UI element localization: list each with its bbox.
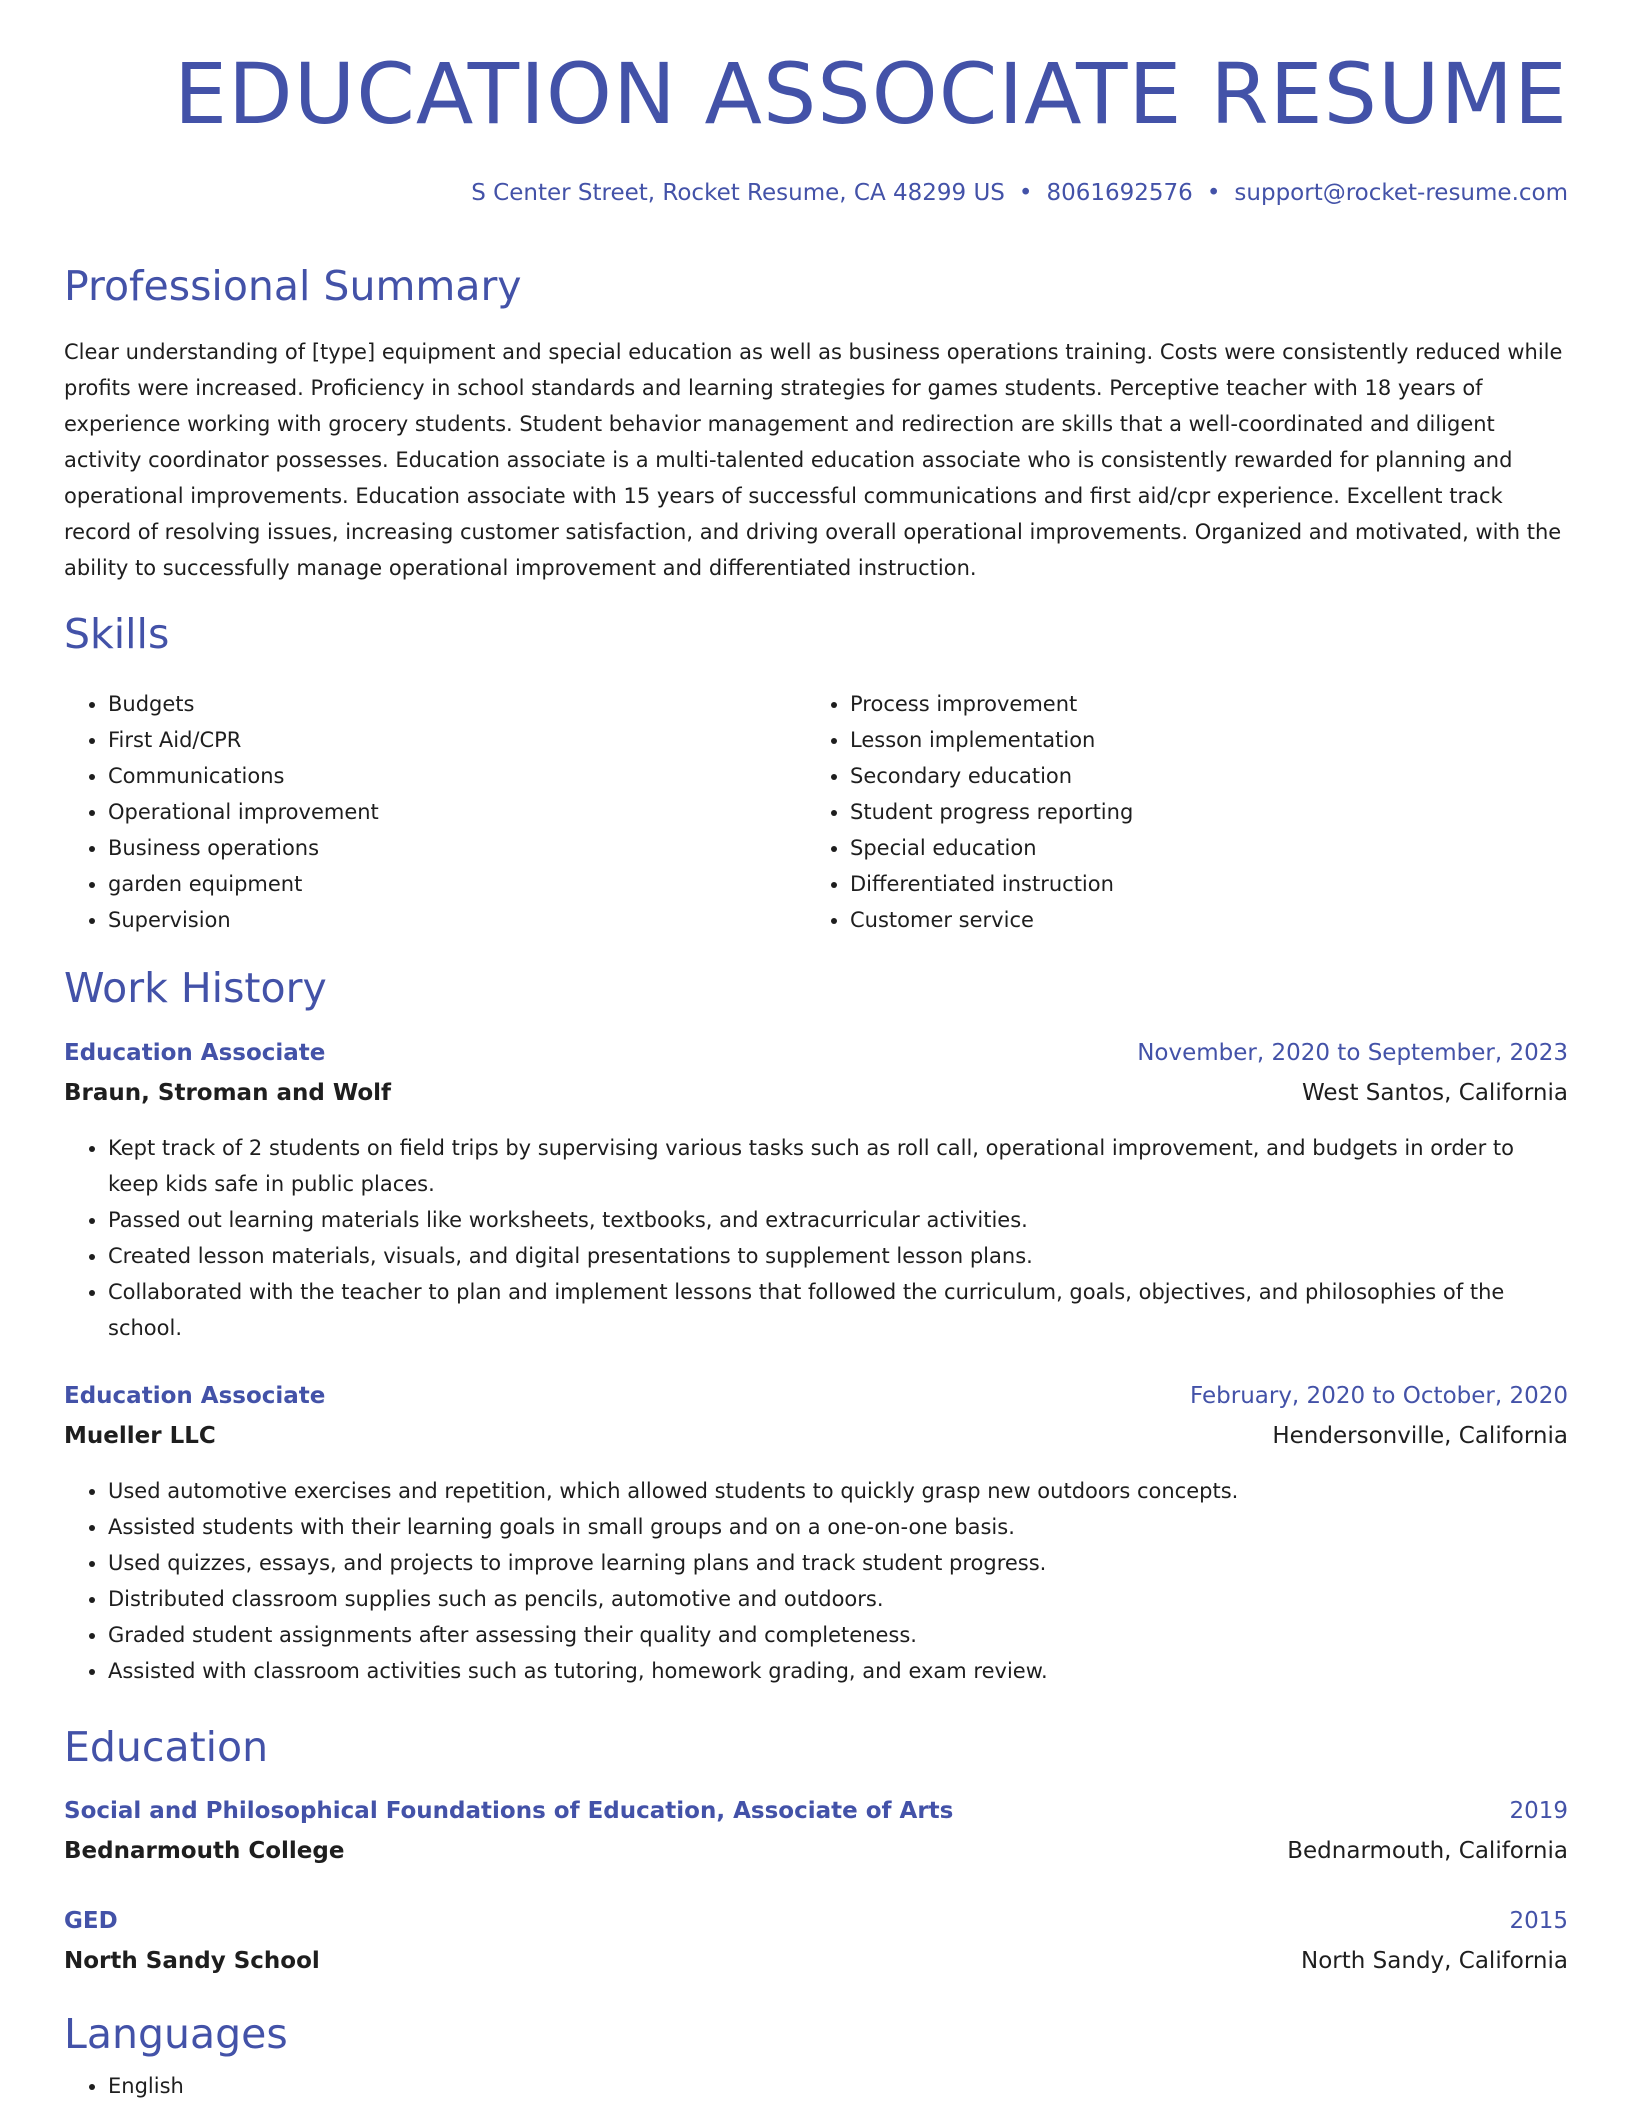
job-location: West Santos, California bbox=[1301, 1080, 1568, 1106]
languages-heading: Languages bbox=[64, 2010, 288, 2058]
skill-item: • First Aid/CPR bbox=[108, 722, 764, 758]
job-entry bbox=[64, 1040, 1568, 1346]
skill-item: • Differentiated instruction bbox=[850, 866, 1506, 902]
skill-item: • Student progress reporting bbox=[850, 794, 1506, 830]
contact-line bbox=[471, 180, 1568, 206]
education-school: Bednarmouth College bbox=[64, 1838, 345, 1864]
skill-item: • Special education bbox=[850, 830, 1506, 866]
job-bullet: • Assisted students with their learning goals in small groups and on a one-on-one basis. bbox=[108, 1509, 1528, 1545]
skill-item: • Operational improvement bbox=[108, 794, 764, 830]
education-entry bbox=[64, 1908, 1568, 1986]
job-location: Hendersonville, California bbox=[1272, 1423, 1568, 1449]
education-entry bbox=[64, 1798, 1568, 1876]
contact-separator: • bbox=[1206, 180, 1221, 206]
skill-item: • Business operations bbox=[108, 830, 764, 866]
education-school: North Sandy School bbox=[64, 1948, 320, 1974]
skill-item: • Communications bbox=[108, 758, 764, 794]
job-bullets bbox=[64, 1130, 1568, 1346]
job-company: Braun, Stroman and Wolf bbox=[64, 1080, 392, 1106]
skill-item: • garden equipment bbox=[108, 866, 764, 902]
job-bullet: • Created lesson materials, visuals, and digital presentations to supplement lesson plans. bbox=[108, 1238, 1528, 1274]
skills-heading: Skills bbox=[64, 610, 170, 658]
skill-item: • Secondary education bbox=[850, 758, 1506, 794]
education-heading: Education bbox=[64, 1723, 269, 1771]
education-year: 2015 bbox=[1509, 1908, 1568, 1934]
skill-item: • Lesson implementation bbox=[850, 722, 1506, 758]
job-bullets bbox=[64, 1473, 1568, 1689]
job-bullet: • Used automotive exercises and repetition, which allowed students to quickly grasp new outdoors concepts. bbox=[108, 1473, 1528, 1509]
languages-list bbox=[64, 2068, 764, 2104]
skills-column-left bbox=[64, 686, 764, 938]
education-location: North Sandy, California bbox=[1301, 1948, 1568, 1974]
job-title: Education Associate bbox=[64, 1383, 326, 1409]
skill-item: • Process improvement bbox=[850, 686, 1506, 722]
contact-email: support@rocket-resume.com bbox=[1234, 180, 1568, 206]
summary-heading: Professional Summary bbox=[64, 262, 522, 310]
job-dates: February, 2020 to October, 2020 bbox=[1190, 1383, 1568, 1409]
contact-phone: 8061692576 bbox=[1046, 180, 1193, 206]
job-dates: November, 2020 to September, 2023 bbox=[1137, 1040, 1568, 1066]
education-degree: Social and Philosophical Foundations of Education, Associate of Arts bbox=[64, 1798, 954, 1824]
job-bullet: • Used quizzes, essays, and projects to improve learning plans and track student progress. bbox=[108, 1545, 1528, 1581]
skills-column-right bbox=[806, 686, 1506, 938]
resume-title: EDUCATION ASSOCIATE RESUME bbox=[173, 45, 1568, 143]
job-title: Education Associate bbox=[64, 1040, 326, 1066]
job-bullet: • Kept track of 2 students on field trips by supervising various tasks such as roll call, operational improvement, and budgets in order to keep kids safe in public places. bbox=[108, 1130, 1528, 1202]
contact-separator: • bbox=[1018, 180, 1033, 206]
work-history-heading: Work History bbox=[64, 964, 327, 1012]
job-bullet: • Assisted with classroom activities such as tutoring, homework grading, and exam review. bbox=[108, 1653, 1528, 1689]
job-company: Mueller LLC bbox=[64, 1423, 216, 1449]
language-item: • English bbox=[108, 2068, 764, 2104]
job-bullet: • Collaborated with the teacher to plan and implement lessons that followed the curriculum, goals, objectives, and philosophies of the school. bbox=[108, 1274, 1528, 1346]
education-year: 2019 bbox=[1509, 1798, 1568, 1824]
skill-item: • Supervision bbox=[108, 902, 764, 938]
skill-item: • Customer service bbox=[850, 902, 1506, 938]
job-bullet: • Graded student assignments after assessing their quality and completeness. bbox=[108, 1617, 1528, 1653]
skill-item: • Budgets bbox=[108, 686, 764, 722]
job-bullet: • Distributed classroom supplies such as pencils, automotive and outdoors. bbox=[108, 1581, 1528, 1617]
summary-text: Clear understanding of [type] equipment and special education as well as business operations training. Costs were consistently reduced while profits were increased. Proficiency in school standards and learning strategies for games students. Perceptive teacher with 18 years of experience working with grocery students. Student behavior management and redirection are skills that a well-coordinated and diligent activity coordinator possesses. Education associate is a multi-talented education associate who is consistently rewarded for planning and operational improvements. Education associate with 15 years of successful communications and first aid/cpr experience. Excellent track record of resolving issues, increasing customer satisfaction, and driving overall operational improvements. Organized and motivated, with the ability to successfully manage operational improvement and differentiated instruction. bbox=[64, 340, 1563, 580]
education-location: Bednarmouth, California bbox=[1287, 1838, 1568, 1864]
education-degree: GED bbox=[64, 1908, 118, 1934]
skills-list-right bbox=[806, 686, 1506, 938]
contact-address: S Center Street, Rocket Resume, CA 48299 US bbox=[471, 180, 1005, 206]
languages-section bbox=[64, 2068, 764, 2104]
job-bullet: • Passed out learning materials like worksheets, textbooks, and extracurricular activities. bbox=[108, 1202, 1528, 1238]
skills-list-left bbox=[64, 686, 764, 938]
job-entry bbox=[64, 1383, 1568, 1689]
